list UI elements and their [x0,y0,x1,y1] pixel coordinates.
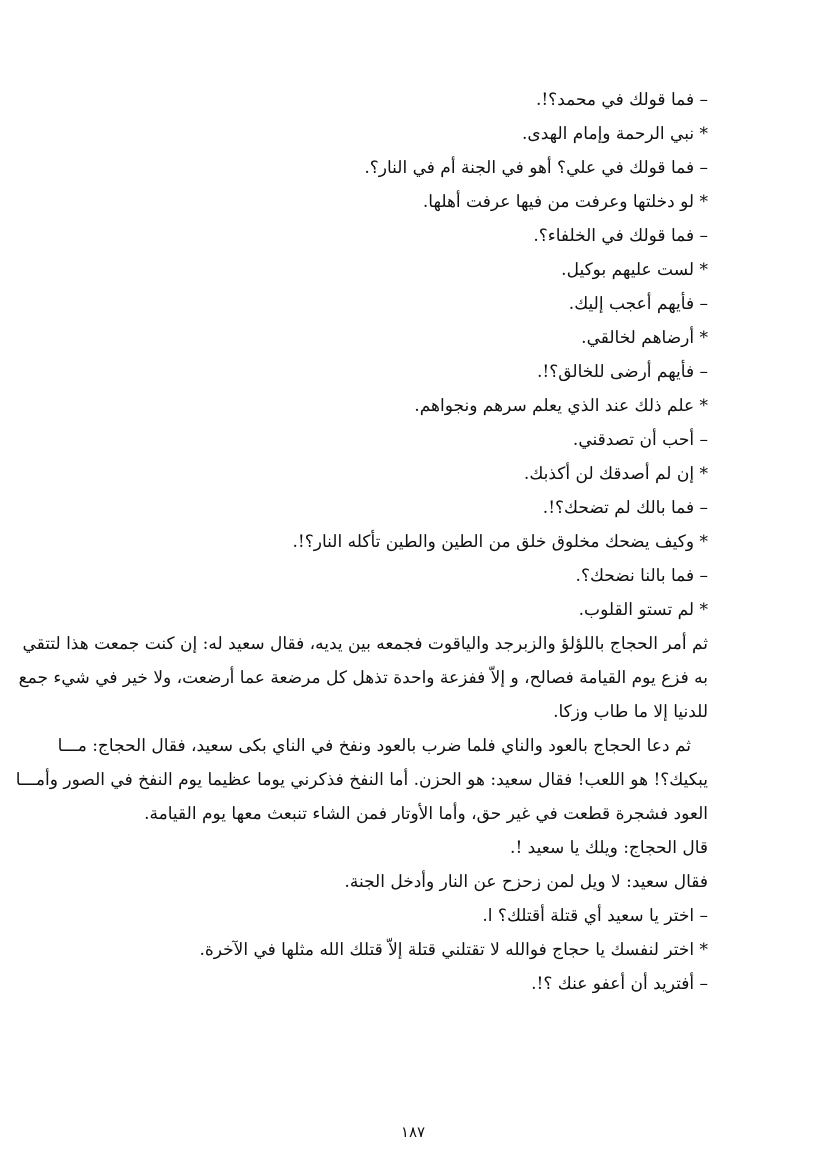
dialogue-line: * علم ذلك عند الذي يعلم سرهم ونجواهم. [414,396,708,416]
dialogue-line: * لو دخلتها وعرفت من فيها عرفت أهلها. [422,192,708,212]
dialogue-line: * إن لم أصدقك لن أكذبك. [523,464,708,484]
dialogue-line: فقال سعيد: لا ويل لمن زحزح عن النار وأدخل الجنة. [344,872,708,892]
dialogue-line: – أفتريد أن أعفو عنك ؟!. [531,974,708,994]
dialogue-line: – فما قولك في محمد؟!. [535,90,708,110]
dialogue-line: – أحب أن تصدقني. [572,430,708,450]
dialogue-line: – فما بالك لم تضحك؟!. [542,498,708,518]
dialogue-line: – فما قولك في علي؟ أهو في الجنة أم في النار؟. [364,158,708,178]
dialogue-line: * لم تستو القلوب. [578,600,708,620]
dialogue-line: – فأيهم أعجب إليك. [568,294,708,314]
page-number: ١٨٧ [400,1123,426,1141]
dialogue-line: * اختر لنفسك يا حجاج فوالله لا تقتلني قتلة إلاّ قتلك الله مثلها في الآخرة. [199,940,708,960]
paragraph-line: للدنيا إلا ما طاب وزكا. [553,702,708,722]
paragraph-line: ثم دعا الحجاج بالعود والناي فلما ضرب بالعود ونفخ في الناي بكى سعيد، فقال الحجاج: مـــا [57,736,691,756]
dialogue-line: – فما قولك في الخلفاء؟. [533,226,708,246]
dialogue-line: * أرضاهم لخالقي. [581,328,708,348]
dialogue-line: * نبي الرحمة وإمام الهدى. [522,124,708,144]
dialogue-line: – اختر يا سعيد أي قتلة أقتلك؟ ا. [482,906,708,926]
dialogue-line: – فأيهم أرضى للخالق؟!. [536,362,708,382]
dialogue-line: * وكيف يضحك مخلوق خلق من الطين والطين تأكله النار؟!. [292,532,708,552]
paragraph-line: به فزع يوم القيامة فصالح، و إلاّ ففزعة واحدة تذهل كل مرضعة عما أرضعت، ولا خير في شيء جمع [18,668,708,688]
dialogue-line: * لست عليهم بوكيل. [561,260,708,280]
paragraph-line: ثم أمر الحجاج باللؤلؤ والزبرجد والياقوت فجمعه بين يديه، فقال سعيد له: إن كنت جمعت هذا لتتقي [22,634,708,654]
dialogue-line: – فما بالنا نضحك؟. [575,566,708,586]
paragraph-line: يبكيك؟! هو اللعب! فقال سعيد: هو الحزن. أما النفخ فذكرني يوما عظيما يوم النفخ في الصور وأمـــا [15,770,708,790]
dialogue-line: قال الحجاج: ويلك يا سعيد !. [510,838,708,858]
paragraph-line: العود فشجرة قطعت في غير حق، وأما الأوتار فمن الشاء تنبعث معها يوم القيامة. [144,804,708,824]
